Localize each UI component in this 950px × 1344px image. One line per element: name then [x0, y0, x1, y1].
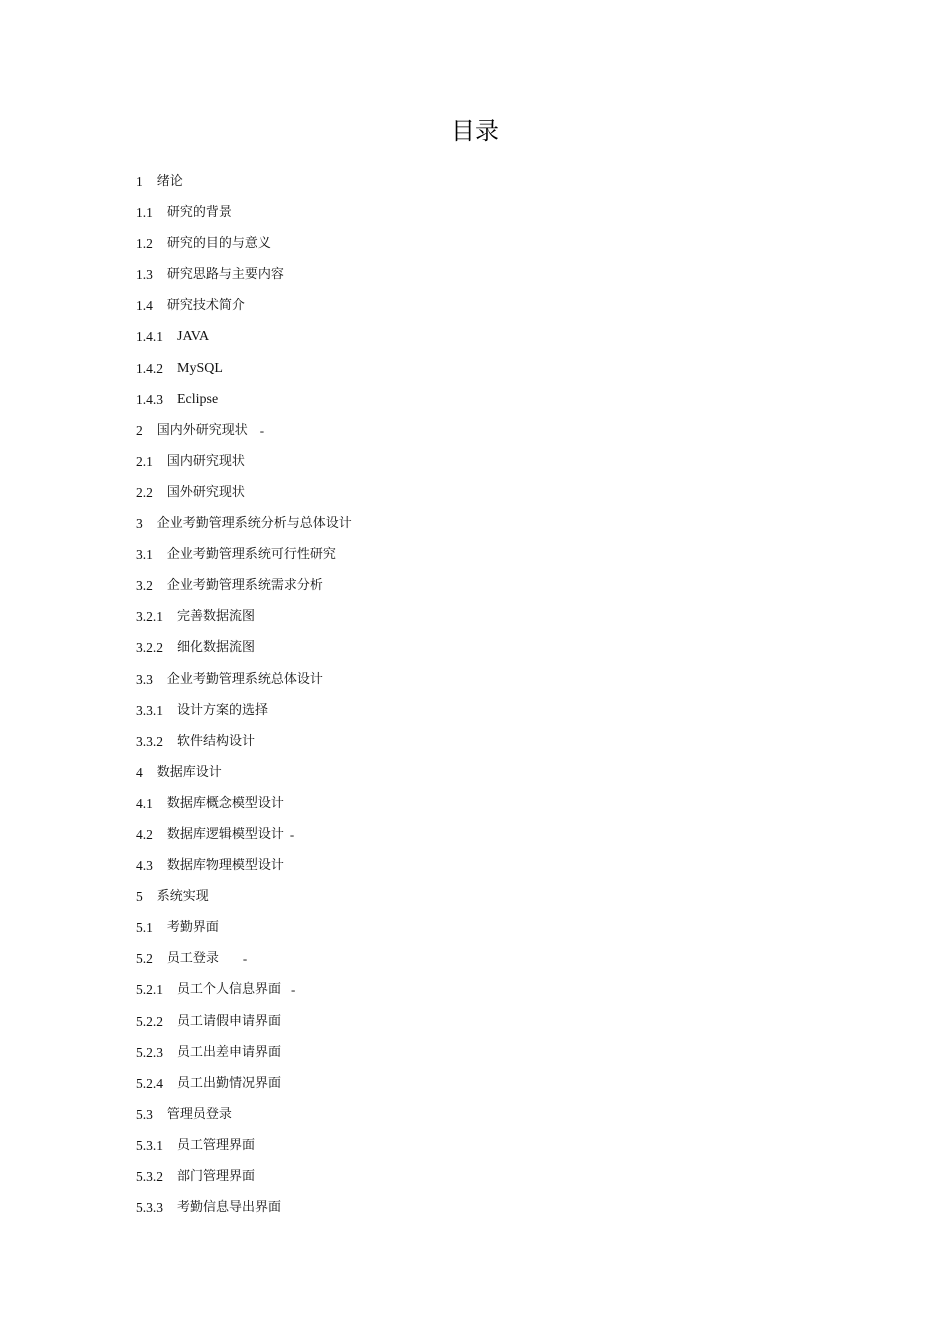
toc-entry[interactable]	[136, 632, 352, 663]
table-of-contents	[136, 166, 352, 1223]
toc-entry[interactable]	[136, 726, 352, 757]
toc-entry-title: 企业考勤管理系统总体设计	[166, 671, 323, 687]
toc-entry-title: 管理员登录	[166, 1106, 232, 1122]
toc-entry-title: 研究的背景	[166, 205, 232, 221]
toc-entry[interactable]	[136, 912, 352, 943]
toc-entry-number: 1.4	[136, 298, 153, 314]
toc-entry-number: 2.1	[136, 453, 153, 469]
toc-entry-title: 设计方案的选择	[177, 702, 269, 718]
toc-entry[interactable]	[136, 290, 352, 321]
toc-entry-title: 考勤信息导出界面	[177, 1200, 282, 1216]
toc-entry[interactable]	[136, 1068, 352, 1099]
toc-entry-title: 国外研究现状	[166, 484, 245, 500]
toc-entry[interactable]	[136, 1037, 352, 1068]
toc-entry[interactable]	[136, 1099, 352, 1130]
toc-entry-number: 5.3	[136, 1106, 153, 1122]
toc-entry[interactable]	[136, 1130, 352, 1161]
toc-entry-number: 5.2.4	[136, 1075, 163, 1091]
toc-entry[interactable]	[136, 259, 352, 290]
toc-entry-number: 4.3	[136, 858, 153, 874]
toc-entry-title: 企业考勤管理系统分析与总体设计	[156, 516, 352, 532]
toc-entry[interactable]	[136, 539, 352, 570]
toc-entry-number: 3.2	[136, 578, 153, 594]
toc-entry[interactable]	[136, 850, 352, 881]
toc-entry-title: 员工请假申请界面	[177, 1013, 282, 1029]
toc-entry[interactable]	[136, 757, 352, 788]
toc-entry-number: 3.3	[136, 671, 153, 687]
toc-entry-title: JAVA	[177, 329, 210, 345]
toc-entry-title: 绪论	[156, 174, 183, 189]
toc-entry-number: 1.2	[136, 236, 153, 252]
toc-entry-number: 1.3	[136, 267, 153, 283]
toc-entry-title: 数据库设计	[156, 764, 222, 780]
toc-entry-number: 3.3.1	[136, 702, 163, 718]
toc-entry[interactable]	[136, 601, 352, 632]
toc-entry-number: 5.2.3	[136, 1044, 163, 1060]
toc-entry-number: 5.3.3	[136, 1200, 163, 1216]
toc-entry-title: 企业考勤管理系统可行性研究	[166, 547, 336, 563]
toc-entry-number: 1.1	[136, 205, 153, 221]
toc-entry-number: 5.3.1	[136, 1137, 163, 1153]
toc-entry-title: 软件结构设计	[177, 733, 256, 749]
toc-entry-title: 员工出勤情况界面	[177, 1075, 282, 1091]
toc-entry-title: 员工出差申请界面	[177, 1044, 282, 1060]
toc-entry-number: 5.2	[136, 951, 153, 967]
toc-entry-number: 4	[136, 764, 143, 780]
toc-entry[interactable]	[136, 477, 352, 508]
toc-entry-title: 员工登录	[166, 951, 219, 967]
toc-entry-number: 1.4.3	[136, 391, 163, 407]
toc-entry-number: 2.2	[136, 484, 153, 500]
toc-entry-title: 国内研究现状	[166, 453, 245, 469]
toc-entry-title: 数据库物理模型设计	[166, 858, 284, 874]
toc-entry-title: MySQL	[177, 360, 223, 376]
toc-entry-title: 研究技术简介	[166, 298, 245, 314]
toc-entry-number: 3.2.2	[136, 640, 163, 656]
toc-entry[interactable]	[136, 1192, 352, 1223]
toc-entry[interactable]	[136, 1161, 352, 1192]
toc-entry-title: 系统实现	[156, 889, 209, 905]
toc-entry[interactable]	[136, 974, 352, 1005]
toc-entry[interactable]	[136, 353, 352, 384]
toc-entry[interactable]	[136, 228, 352, 259]
toc-entry-title: 数据库逻辑模型设计	[166, 826, 284, 842]
toc-entry-title: 考勤界面	[166, 920, 219, 936]
toc-entry[interactable]	[136, 197, 352, 228]
toc-entry[interactable]	[136, 664, 352, 695]
toc-entry[interactable]	[136, 166, 352, 197]
toc-entry-number: 5	[136, 889, 143, 905]
toc-entry-title: 部门管理界面	[177, 1169, 256, 1184]
toc-entry-number: 1.4.1	[136, 329, 163, 345]
toc-entry-number: 1.4.2	[136, 360, 163, 376]
toc-entry-title: 企业考勤管理系统需求分析	[166, 578, 323, 594]
toc-entry[interactable]	[136, 1006, 352, 1037]
toc-entry-number: 3	[136, 516, 143, 532]
page-title: 目录	[451, 117, 499, 145]
toc-entry-number: 4.1	[136, 795, 153, 811]
toc-entry-title: 研究的目的与意义	[166, 236, 271, 252]
toc-entry[interactable]	[136, 943, 352, 974]
toc-entry[interactable]	[136, 384, 352, 415]
toc-entry[interactable]	[136, 508, 352, 539]
toc-entry-leader: -	[259, 422, 265, 438]
toc-entry-leader: -	[289, 826, 295, 842]
toc-entry[interactable]	[136, 695, 352, 726]
toc-entry[interactable]	[136, 570, 352, 601]
toc-entry-number: 5.2.1	[136, 982, 163, 998]
toc-entry-number: 5.2.2	[136, 1013, 163, 1029]
toc-entry-number: 5.1	[136, 920, 153, 936]
toc-entry[interactable]	[136, 881, 352, 912]
toc-entry-leader: -	[291, 982, 296, 998]
toc-entry-leader: -	[242, 951, 248, 967]
toc-entry[interactable]	[136, 321, 352, 352]
toc-entry[interactable]	[136, 415, 352, 446]
toc-entry-number: 3.2.1	[136, 609, 163, 625]
toc-entry-number: 2	[136, 422, 143, 438]
toc-entry-title: Eclipse	[177, 391, 219, 407]
toc-entry-number: 5.3.2	[136, 1169, 163, 1184]
toc-entry[interactable]	[136, 819, 352, 850]
toc-entry-number: 1	[136, 174, 143, 189]
toc-entry-title: 研究思路与主要内容	[166, 267, 284, 283]
toc-entry-title: 国内外研究现状	[156, 422, 248, 438]
toc-entry-title: 完善数据流图	[177, 609, 256, 625]
toc-entry-title: 数据库概念模型设计	[166, 795, 284, 811]
toc-entry-title: 员工个人信息界面	[177, 982, 282, 998]
toc-entry[interactable]	[136, 446, 352, 477]
toc-entry-title: 员工管理界面	[177, 1137, 256, 1153]
toc-entry-number: 3.1	[136, 547, 153, 563]
toc-entry[interactable]	[136, 788, 352, 819]
toc-entry-number: 4.2	[136, 826, 153, 842]
toc-entry-number: 3.3.2	[136, 733, 163, 749]
toc-entry-title: 细化数据流图	[177, 640, 256, 656]
